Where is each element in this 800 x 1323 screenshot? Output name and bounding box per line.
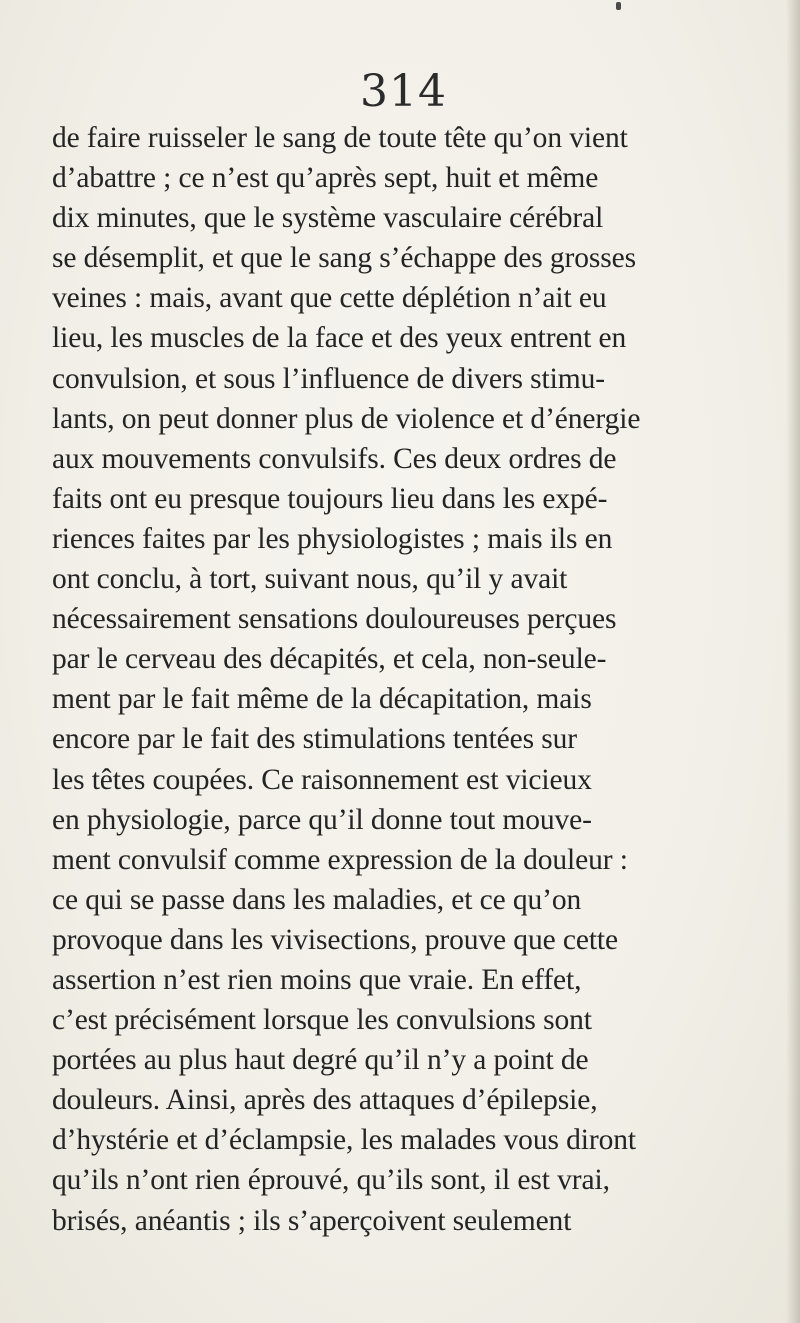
text-line: les têtes coupées. Ce raisonnement est vicieux <box>52 763 592 796</box>
text-line: douleurs. Ainsi, après des attaques d’épilepsie, <box>52 1084 598 1117</box>
text-line: se désemplit, et que le sang s’échappe des grosses <box>52 242 637 275</box>
text-line: d’hystérie et d’éclampsie, les malades vous diront <box>52 1124 637 1157</box>
text-line: veines : mais, avant que cette déplétion n’ait eu <box>52 282 607 315</box>
text-line: qu’ils n’ont rien éprouvé, qu’ils sont, il est vrai, <box>52 1164 610 1197</box>
text-line: faits ont eu presque toujours lieu dans les expé- <box>52 482 608 515</box>
text-line: dix minutes, que le système vasculaire cérébral <box>52 202 604 235</box>
text-line: portées au plus haut degré qu’il n’y a point de <box>52 1044 589 1077</box>
text-line: de faire ruisseler le sang de toute tête qu’on vient <box>52 122 628 154</box>
text-line: lieu, les muscles de la face et des yeux entrent en <box>52 322 627 355</box>
text-line: riences faites par les physiologistes ; mais ils en <box>52 522 613 555</box>
body-text <box>52 118 792 1241</box>
text-line: assertion n’est rien moins que vraie. En effet, <box>52 963 582 996</box>
text-line: c’est précisément lorsque les convulsions sont <box>52 1004 592 1037</box>
page-number: 314 <box>360 66 447 117</box>
text-line: provoque dans les vivisections, prouve que cette <box>52 923 619 956</box>
text-line: ment par le fait même de la décapitation, mais <box>52 683 592 716</box>
text-line: d’abattre ; ce n’est qu’après sept, huit et même <box>52 162 599 195</box>
text-line: ce qui se passe dans les maladies, et ce qu’on <box>52 883 582 916</box>
text-line: en physiologie, parce qu’il donne tout mouve- <box>52 803 592 836</box>
top-speck <box>616 2 621 10</box>
text-line: aux mouvements convulsifs. Ces deux ordres de <box>52 442 617 475</box>
text-line: brisés, anéantis ; ils s’aperçoivent seulement <box>52 1204 572 1237</box>
text-line: convulsion, et sous l’influence de divers stimu- <box>52 362 605 395</box>
text-line: encore par le fait des stimulations tentées sur <box>52 723 578 756</box>
text-line: nécessairement sensations douloureuses perçues <box>52 603 617 636</box>
text-line: par le cerveau des décapités, et cela, non-seule- <box>52 643 607 676</box>
text-line: ment convulsif comme expression de la douleur : <box>52 843 628 876</box>
text-line: ont conclu, à tort, suivant nous, qu’il y avait <box>52 563 568 596</box>
text-line: lants, on peut donner plus de violence et d’énergie <box>52 402 641 435</box>
